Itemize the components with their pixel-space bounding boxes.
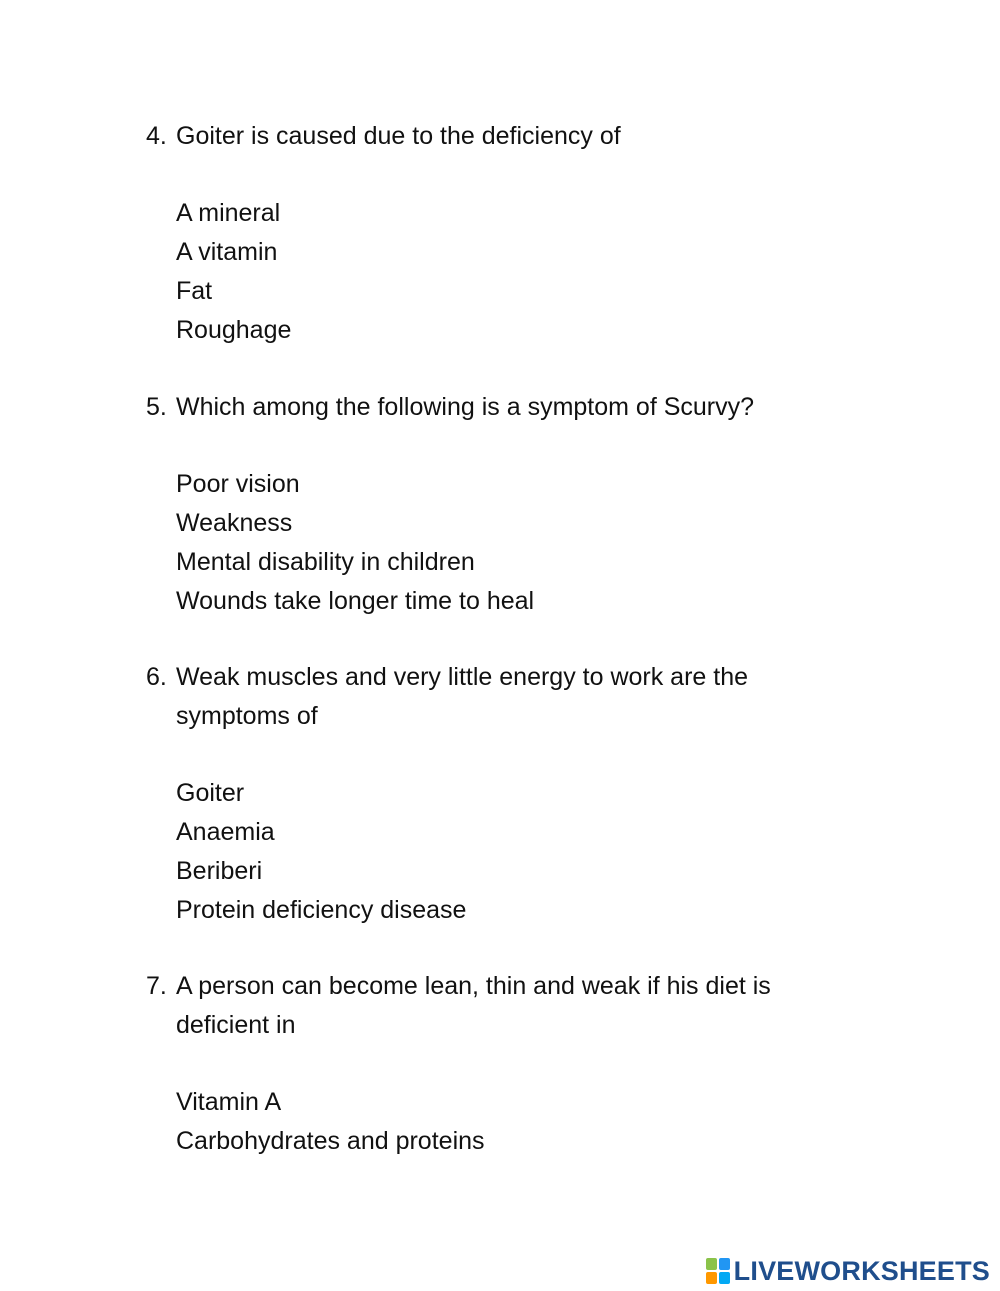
question-5-stem <box>146 388 846 427</box>
option: Vitamin A <box>176 1088 282 1116</box>
option: Anaemia <box>176 818 275 846</box>
question-7-stem <box>146 967 846 1045</box>
option: Weakness <box>176 509 293 537</box>
question-text: Weak muscles and very little energy to work are the symptoms of <box>176 663 749 730</box>
logo-tile <box>719 1258 730 1270</box>
logo-tile <box>706 1272 717 1284</box>
question-number: 6. <box>146 663 167 691</box>
logo-tile <box>706 1258 717 1270</box>
option: Carbohydrates and proteins <box>176 1127 485 1155</box>
option: Fat <box>176 277 213 305</box>
option: Protein deficiency disease <box>176 896 467 924</box>
brand-name: LIVEWORKSHEETS <box>733 1255 990 1286</box>
question-text: Goiter is caused due to the deficiency of <box>176 122 621 150</box>
option: Goiter <box>176 779 245 807</box>
option-list <box>176 774 846 930</box>
option: A vitamin <box>176 238 278 266</box>
question-text: A person can become lean, thin and weak if his diet is deficient in <box>176 972 771 1039</box>
option-list <box>176 465 846 621</box>
logo-tile <box>719 1272 730 1284</box>
option: Beriberi <box>176 857 263 885</box>
option-list <box>176 1083 846 1161</box>
question-number: 7. <box>146 972 167 1000</box>
question-7 <box>146 967 846 1161</box>
option: Roughage <box>176 316 292 344</box>
option: A mineral <box>176 199 281 227</box>
question-text: Which among the following is a symptom of Scurvy? <box>176 393 755 421</box>
question-6 <box>146 658 846 930</box>
liveworksheets-branding <box>706 1254 990 1288</box>
option: Mental disability in children <box>176 548 475 576</box>
question-4 <box>146 117 846 350</box>
option-list <box>176 194 846 350</box>
option: Wounds take longer time to heal <box>176 587 535 615</box>
liveworksheets-logo-icon <box>706 1258 730 1284</box>
option: Poor vision <box>176 470 300 498</box>
question-4-stem <box>146 117 846 156</box>
question-number: 4. <box>146 122 167 150</box>
question-5 <box>146 388 846 621</box>
question-6-stem <box>146 658 846 736</box>
question-number: 5. <box>146 393 167 421</box>
